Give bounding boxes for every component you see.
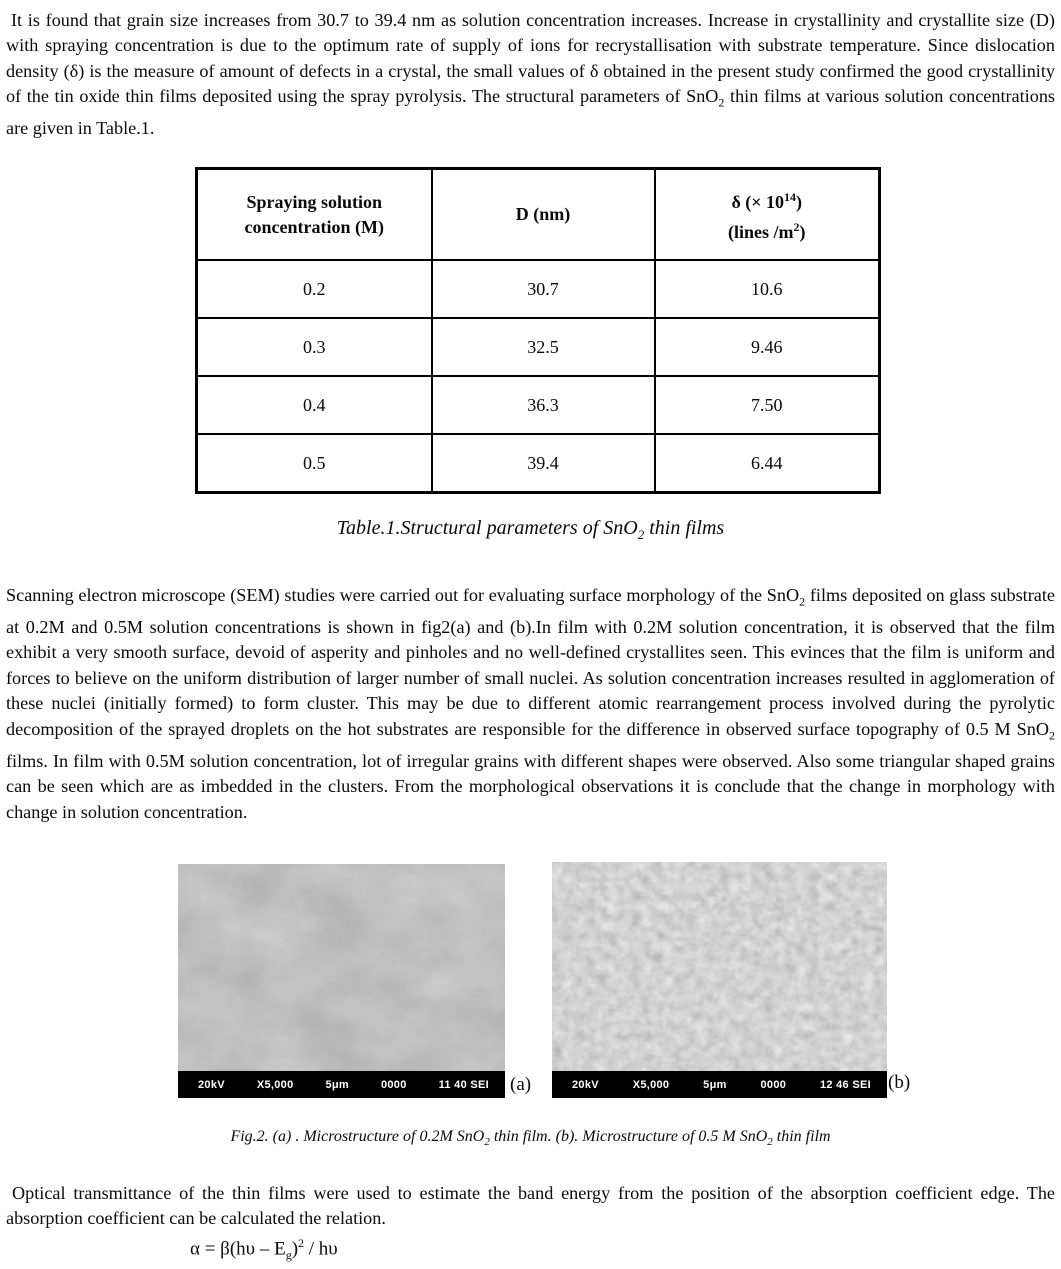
table-row: [197, 318, 880, 376]
structural-parameters-table: [195, 167, 881, 494]
chemical-subscript: 2: [637, 527, 645, 542]
equation-subscript: g: [285, 1248, 292, 1263]
sem-stamp: 12 46 SEI: [819, 1078, 871, 1091]
header-line: δ (× 10: [731, 191, 785, 212]
header-line: ): [799, 221, 806, 242]
caption-text: Table.1.Structural parameters of SnO: [336, 517, 638, 539]
sem-scale-label: 5μm: [325, 1078, 349, 1091]
caption-text: thin films: [644, 517, 725, 539]
header-line: ): [796, 191, 803, 212]
caption-text: thin film. (b). Microstructure of 0.5 M SnO: [489, 1128, 768, 1145]
caption-text: thin film: [772, 1128, 831, 1145]
chemical-subscript: 2: [1049, 728, 1055, 743]
exponent: 2: [793, 219, 800, 234]
paragraph-optical: Optical transmittance of the thin films were used to estimate the band energy from the position of the absorption coefficient edge. The absorption coefficient can be calculated the relation.: [6, 1183, 1055, 1229]
sem-micrograph-a: [178, 864, 505, 1098]
table-row: [197, 434, 880, 493]
chemical-subscript: 2: [767, 1136, 773, 1149]
equation-exponent: 2: [298, 1236, 305, 1250]
equation-text: ): [291, 1238, 299, 1260]
chemical-subscript: 2: [799, 594, 806, 609]
sem-magnification: X5,000: [256, 1078, 294, 1091]
header-line: concentration (M): [244, 216, 384, 237]
sem-status-bar-b: [552, 1071, 887, 1098]
equation-text: / hυ: [304, 1238, 338, 1260]
table-cell: 36.3: [432, 376, 655, 434]
table-cell: 0.3: [197, 318, 432, 376]
equation-text: α = β(hυ – E: [190, 1238, 286, 1260]
sem-image-a: [178, 864, 505, 1071]
absorption-coefficient-equation: [190, 1236, 338, 1263]
sem-magnification: X5,000: [632, 1078, 670, 1091]
sem-image-b: [552, 862, 887, 1071]
table-cell: 0.4: [197, 376, 432, 434]
table-cell: 0.5: [197, 434, 432, 493]
exponent: 14: [784, 189, 797, 204]
sem-voltage: 20kV: [572, 1078, 599, 1091]
sem-counter: 0000: [380, 1078, 407, 1091]
col-header-dislocation-density: [655, 169, 880, 261]
figure-sublabel-b: (b): [888, 1072, 911, 1093]
table-cell: 30.7: [432, 260, 655, 318]
caption-text: Fig.2. (a) . Microstructure of 0.2M SnO: [230, 1128, 485, 1145]
sem-counter: 0000: [760, 1078, 787, 1091]
sem-voltage: 20kV: [198, 1078, 225, 1091]
table-header-row: [197, 169, 880, 261]
header-line: Spraying solution: [246, 191, 383, 212]
col-header-concentration: [197, 169, 432, 261]
table-row: [197, 376, 880, 434]
table-caption: [0, 517, 1061, 543]
paragraph-text: thin films at various solution concentrations are given in Table.1.: [6, 86, 1055, 139]
paragraph-sem-discussion: [6, 583, 1055, 825]
chemical-subscript: 2: [718, 95, 725, 110]
table-cell: 9.46: [655, 318, 880, 376]
chemical-subscript: 2: [484, 1136, 490, 1149]
table-cell: 7.50: [655, 376, 880, 434]
table-cell: 6.44: [655, 434, 880, 493]
paragraph-text: films deposited on glass substrate at 0.2M and 0.5M solution concentrations is shown in fig2(a) and (b).In film with 0.2M solution concentration, it is observed that the film exhibit a very smooth surface, devoid of asperity and pinholes and no well-defined crystallites seen. This evinces that the film is uniform and forces to believe on the uniform distribution of larger number of small nuclei. As solution concentration increases resulted in agglomeration of these nuclei (initially formed) to form cluster. This may be due to different atomic rearrangement process involved during the pyrolytic decomposition of the sprayed droplets on the hot substrates are responsible for the difference in observed surface topography of 0.5 M SnO: [6, 585, 1055, 739]
table-cell: 10.6: [655, 260, 880, 318]
col-header-crystallite-size: D (nm): [432, 169, 655, 261]
paragraph-text: It is found that grain size increases from 30.7 to 39.4 nm as solution concentration increases. Increase in crystallinity and crystallite size (D) with spraying concentration is due to the optimum rate of supply of ions for recrystallisation with substrate temperature. Since dislocation density (δ) is the measure of amount of defects in a crystal, the small values of δ obtained in the present study confirmed the good crystallinity of the tin oxide thin films deposited using the spray pyrolysis. The structural parameters of SnO: [6, 10, 1055, 107]
header-line: (lines /m: [728, 221, 794, 242]
paragraph-structural-params: [6, 8, 1055, 142]
figure-sublabel-a: (a): [510, 1074, 532, 1095]
paragraph-text: Scanning electron microscope (SEM) studies were carried out for evaluating surface morphology of the SnO: [6, 585, 800, 605]
figure-caption: [0, 1128, 1061, 1148]
sem-status-bar-a: [178, 1071, 505, 1098]
sem-stamp: 11 40 SEI: [438, 1078, 489, 1091]
sem-micrograph-b: [552, 862, 887, 1098]
table-cell: 32.5: [432, 318, 655, 376]
sem-scale-label: 5μm: [703, 1078, 727, 1091]
table-cell: 39.4: [432, 434, 655, 493]
table-row: [197, 260, 880, 318]
paragraph-text: films. In film with 0.5M solution concentration, lot of irregular grains with different shapes were observed. Also some triangular shaped grains can be seen which are as imbedded in the clusters. From the morphological observations it is conclude that the change in morphology with change in solution concentration.: [6, 750, 1055, 822]
table-cell: 0.2: [197, 260, 432, 318]
